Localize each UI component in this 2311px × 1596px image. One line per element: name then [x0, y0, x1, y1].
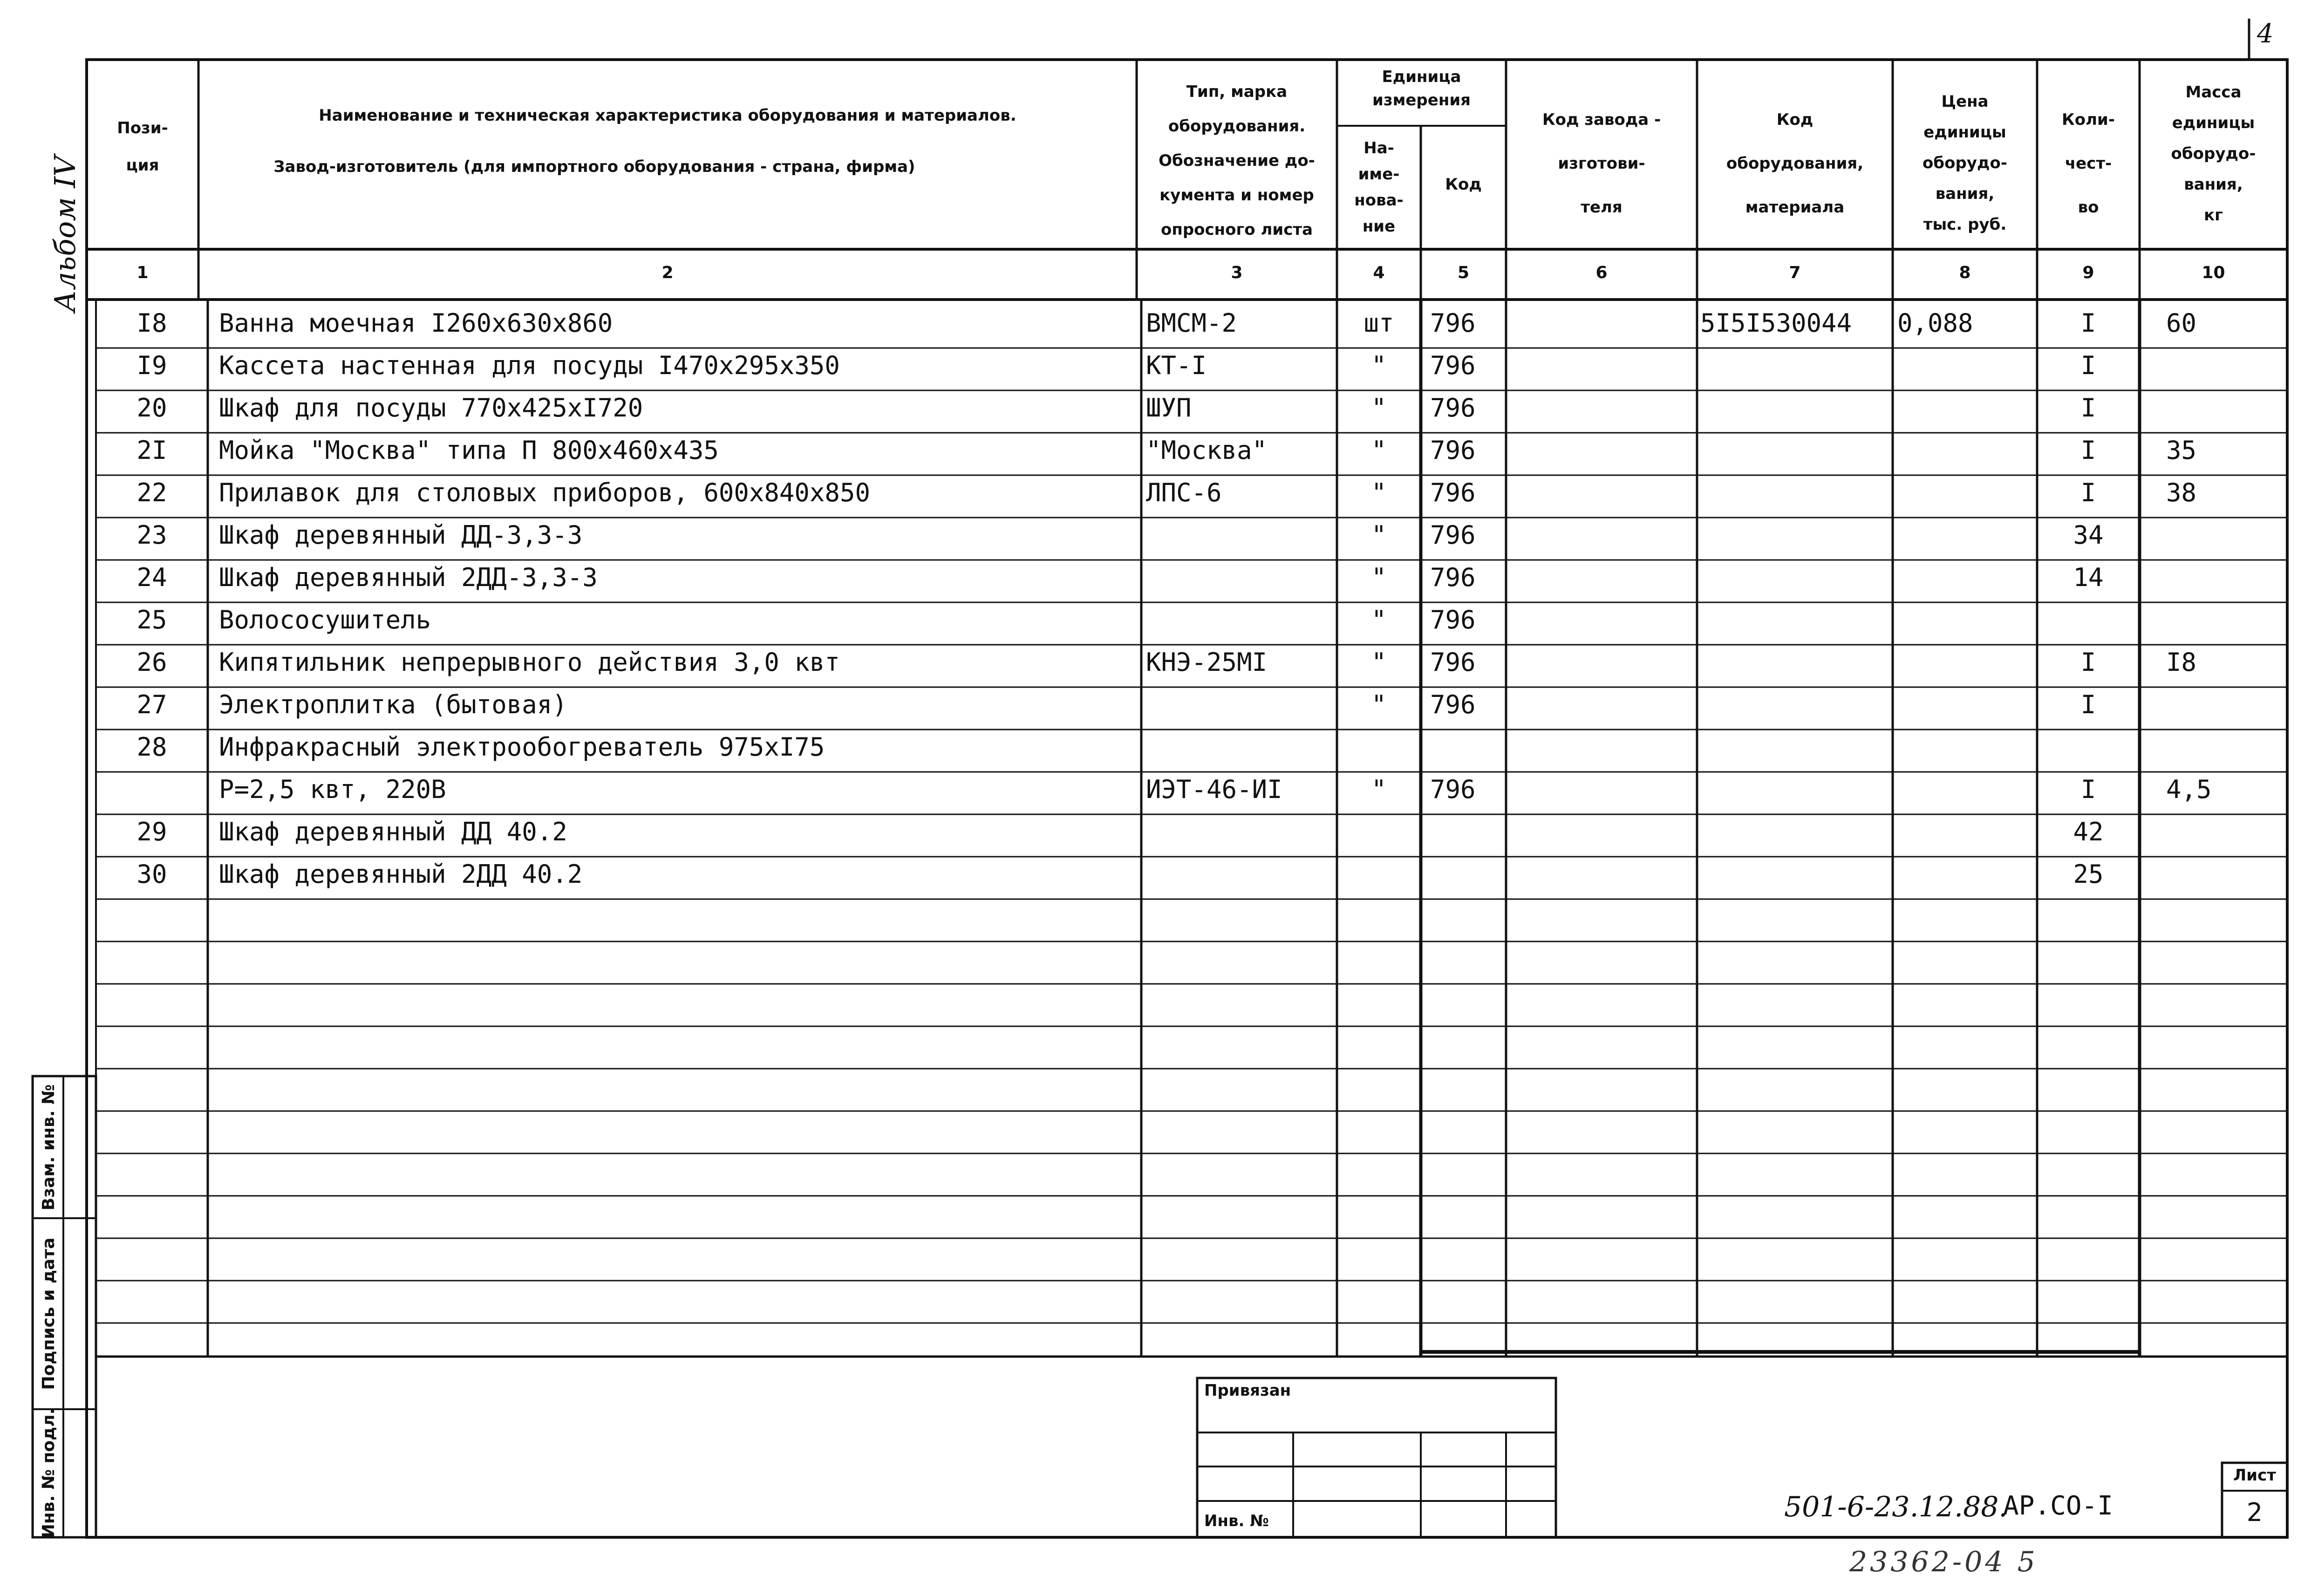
album-label: Альбом IV — [48, 156, 82, 312]
cell-qty: I — [2080, 648, 2096, 677]
cell-pos: 28 — [136, 732, 167, 762]
column-number-2: 2 — [661, 263, 674, 282]
column-number-5: 5 — [1457, 263, 1470, 282]
cell-qty: I — [2080, 393, 2096, 423]
cell-unit: " — [1371, 605, 1387, 634]
cell-pos: 25 — [136, 605, 167, 634]
cell-unit: шт — [1363, 308, 1394, 338]
header-col2-line2: Завод-изготовитель (для импортного оборудования - страна, фирма) — [273, 157, 915, 176]
cell-unit: " — [1371, 351, 1387, 380]
cell-code: 796 — [1430, 775, 1476, 804]
cell-pos: I9 — [136, 351, 167, 380]
cell-price: 0,088 — [1897, 308, 1973, 338]
header-col10: Масса единицы оборудо- вания, кг — [2171, 83, 2256, 225]
cell-qty: I — [2080, 308, 2096, 338]
cell-pos: 27 — [136, 690, 167, 719]
cell-unit: " — [1371, 393, 1387, 423]
cell-name: Ванна моечная I260x630x860 — [219, 308, 613, 338]
cell-name: Инфракрасный электрообогреватель 975xI75 — [219, 732, 825, 762]
cell-unit: " — [1371, 648, 1387, 677]
cell-code: 796 — [1430, 436, 1476, 465]
sheet-number: 2 — [2246, 1498, 2263, 1527]
cell-pos: 30 — [136, 859, 167, 889]
header-col3: Тип, марка оборудования. Обозначение до- кумента и номер опросного листа — [1159, 82, 1315, 239]
header-col8: Цена единицы оборудо- вания, тыс. руб. — [1922, 92, 2007, 234]
cell-qty: 34 — [2073, 520, 2104, 550]
cell-name: Электроплитка (бытовая) — [219, 690, 567, 719]
header-col2-line1: Наименование и техническая характеристика оборудования и материалов. — [319, 106, 1016, 125]
cell-type: ШУП — [1146, 393, 1192, 423]
page-number: 4 — [2257, 19, 2274, 49]
column-number-1: 1 — [136, 263, 149, 282]
column-number-10: 10 — [2202, 263, 2225, 282]
cell-mass: I8 — [2166, 648, 2197, 677]
header-col5: Код — [1445, 175, 1482, 194]
cell-name: Кипятильник непрерывного действия 3,0 квт — [219, 648, 840, 677]
header-col7: Код оборудования, материала — [1726, 110, 1864, 217]
column-number-4: 4 — [1373, 263, 1385, 282]
cell-unit: " — [1371, 478, 1387, 507]
column-number-3: 3 — [1231, 263, 1243, 282]
document-designation: АР.СО-I — [2003, 1491, 2113, 1521]
cell-code: 796 — [1430, 393, 1476, 423]
cell-pos: 24 — [136, 563, 167, 592]
cell-qty: I — [2080, 690, 2096, 719]
sheet-label: Лист — [2233, 1466, 2276, 1485]
cell-pos: 2I — [136, 436, 167, 465]
cell-name: Шкаф деревянный ДД 40.2 — [219, 817, 567, 846]
cell-unit: " — [1371, 775, 1387, 804]
cell-code: 796 — [1430, 308, 1476, 338]
cell-code: 796 — [1430, 351, 1476, 380]
stamp-inv-no-podl: Инв. № подл. — [39, 1408, 58, 1538]
cell-type: ВМСМ-2 — [1146, 308, 1237, 338]
cell-mass: 35 — [2166, 436, 2197, 465]
cell-name: Прилавок для столовых приборов, 600x840x850 — [219, 478, 870, 507]
cell-pos: 23 — [136, 520, 167, 550]
cell-code: 796 — [1430, 478, 1476, 507]
cell-code: 796 — [1430, 520, 1476, 550]
column-number-8: 8 — [1959, 263, 1971, 282]
cell-qty: 25 — [2073, 859, 2104, 889]
designation-handwritten: 501-6-23.12.88. — [1784, 1491, 2008, 1523]
cell-qty: I — [2080, 775, 2096, 804]
cell-unit: " — [1371, 520, 1387, 550]
cell-type: ЛПС-6 — [1146, 478, 1222, 507]
cell-code: 796 — [1430, 605, 1476, 634]
header-col1: Пози- ция — [117, 119, 168, 175]
cell-qty: 14 — [2073, 563, 2104, 592]
cell-pos: 20 — [136, 393, 167, 423]
cell-name: Шкаф деревянный ДД-3,3-3 — [219, 520, 583, 550]
cell-name: Шкаф для посуды 770x425xI720 — [219, 393, 643, 423]
cell-unit: " — [1371, 436, 1387, 465]
cell-qty: 42 — [2073, 817, 2104, 846]
cell-type: КНЭ-25МI — [1146, 648, 1268, 677]
header-col4: На- име- нова- ние — [1354, 139, 1404, 236]
cell-name: P=2,5 квт, 220В — [219, 775, 446, 804]
stamp-vzam-inv: Взам. инв. № — [39, 1084, 58, 1211]
cell-qty: I — [2080, 351, 2096, 380]
column-number-9: 9 — [2082, 263, 2094, 282]
cell-name: Мойка "Москва" типа П 800x460x435 — [219, 436, 719, 465]
cell-type: ИЭТ-46-ИI — [1146, 775, 1282, 804]
inv-no-label: Инв. № — [1204, 1512, 1269, 1530]
cell-pos: 22 — [136, 478, 167, 507]
header-col6: Код завода - изготови- теля — [1542, 110, 1661, 217]
cell-mass: 38 — [2166, 478, 2197, 507]
header-col9: Коли- чест- во — [2062, 110, 2115, 217]
cell-code: 796 — [1430, 648, 1476, 677]
cell-type: "Москва" — [1146, 436, 1268, 465]
cell-type: КТ-I — [1146, 351, 1207, 380]
privyazan-label: Привязан — [1204, 1381, 1291, 1400]
cell-code: 796 — [1430, 690, 1476, 719]
cell-equip-code: 5I5I530044 — [1700, 308, 1852, 338]
cell-name: Волососушитель — [219, 605, 431, 634]
cell-mass: 4,5 — [2166, 775, 2212, 804]
stamp-signature-date: Подпись и дата — [39, 1237, 58, 1390]
cell-mass: 60 — [2166, 308, 2197, 338]
cell-name: Шкаф деревянный 2ДД-3,3-3 — [219, 563, 598, 592]
cell-pos: 29 — [136, 817, 167, 846]
footer-handwritten-number: 23362-04 5 — [1849, 1546, 2038, 1578]
cell-unit: " — [1371, 563, 1387, 592]
cell-pos: I8 — [136, 308, 167, 338]
cell-pos: 26 — [136, 648, 167, 677]
cell-name: Кассета настенная для посуды I470x295x350 — [219, 351, 840, 380]
column-number-7: 7 — [1789, 263, 1801, 282]
header-unit-group: Единица измерения — [1372, 68, 1471, 109]
cell-unit: " — [1371, 690, 1387, 719]
cell-name: Шкаф деревянный 2ДД 40.2 — [219, 859, 583, 889]
cell-qty: I — [2080, 436, 2096, 465]
cell-qty: I — [2080, 478, 2096, 507]
column-number-6: 6 — [1595, 263, 1608, 282]
cell-code: 796 — [1430, 563, 1476, 592]
